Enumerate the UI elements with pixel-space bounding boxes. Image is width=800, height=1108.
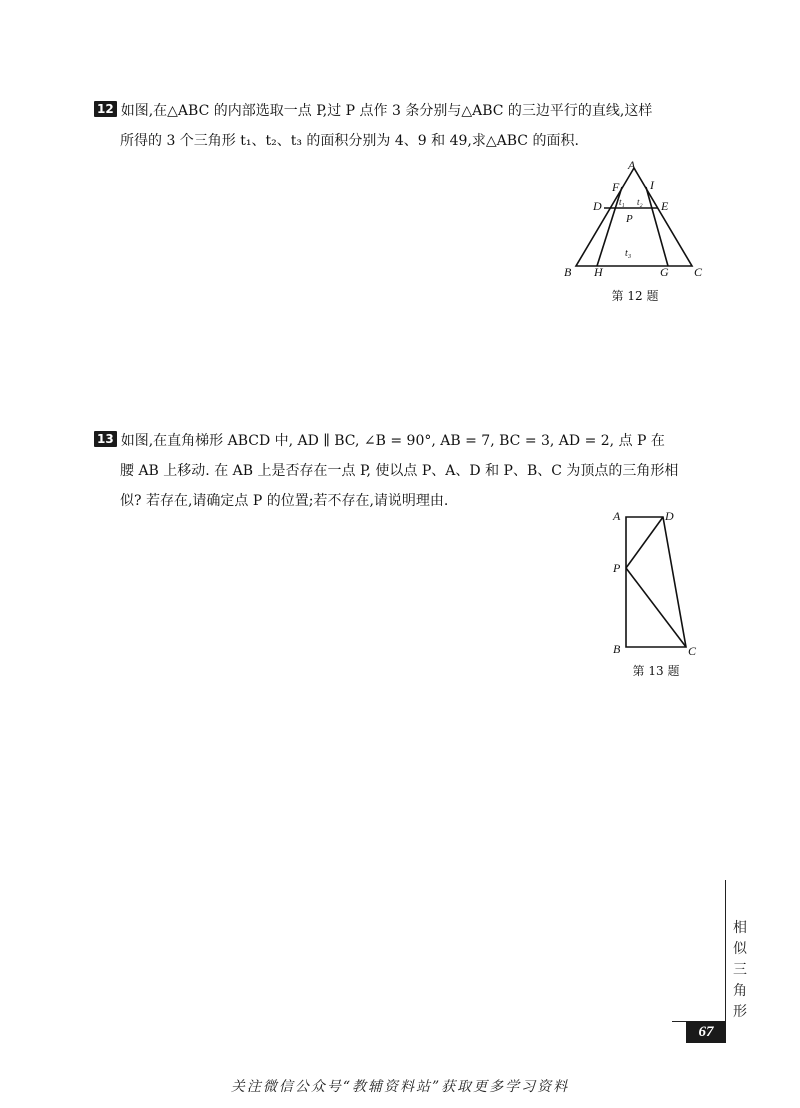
chapter-char: 似	[733, 941, 747, 957]
segment-pd	[626, 517, 663, 568]
chapter-char: 角	[733, 983, 747, 999]
problem-12-number: 12	[94, 101, 117, 117]
triangle-abc	[576, 168, 692, 266]
problem-13-text-3: 似? 若存在,请确定点 P 的位置;若不存在,请说明理由.	[120, 493, 449, 509]
problem-12	[94, 96, 726, 156]
problem-12-text-1: 如图,在△ABC 的内部选取一点 P,过 P 点作 3 条分别与△ABC 的三边平行的直线,这样	[120, 103, 653, 119]
label-g: G	[660, 265, 669, 279]
label-p: P	[626, 213, 633, 225]
label-d-13: D	[665, 509, 674, 523]
label-b-13: B	[613, 642, 621, 656]
label-f: F	[612, 180, 620, 194]
label-b: B	[564, 265, 572, 279]
label-t2: t₂	[637, 197, 643, 207]
page-number: 67	[686, 1021, 726, 1043]
figure-13-caption: 第 13 题	[632, 664, 680, 678]
problem-13-number: 13	[94, 431, 117, 447]
problem-12-line-1	[94, 96, 726, 126]
figure-12	[560, 160, 710, 288]
label-p-13: P	[613, 561, 621, 575]
problem-13-text-1: 如图,在直角梯形 ABCD 中, AD ∥ BC, ∠B = 90°, AB = 7, BC = 3, AD = 2, 点 P 在	[120, 433, 665, 449]
footer-notice: 关注微信公众号“教辅资料站”获取更多学习资料	[230, 1079, 570, 1095]
problem-13-line-1	[94, 426, 726, 456]
chapter-char: 形	[733, 1004, 747, 1020]
label-i: I	[650, 178, 654, 192]
problem-12-text-2: 所得的 3 个三角形 t₁、t₂、t₃ 的面积分别为 4、9 和 49,求△ABC 的面积.	[120, 133, 579, 149]
label-e: E	[661, 199, 669, 213]
chapter-char: 相	[733, 920, 747, 936]
segment-pc	[626, 568, 686, 647]
label-c: C	[694, 265, 703, 279]
figure-13-svg	[606, 505, 706, 663]
figure-13	[606, 505, 706, 667]
label-c-13: C	[688, 644, 697, 658]
problem-13	[94, 426, 726, 516]
chapter-char: 三	[733, 962, 747, 978]
trapezoid-abcd	[626, 517, 686, 647]
problem-13-text-2: 腰 AB 上移动. 在 AB 上是否存在一点 P, 使以点 P、A、D 和 P、B、C 为顶点的三角形相	[120, 463, 679, 479]
chapter-title	[733, 918, 747, 1023]
label-h: H	[594, 265, 603, 279]
label-t3: t₃	[625, 248, 632, 259]
label-a-13: A	[613, 509, 621, 523]
label-d: D	[593, 199, 602, 213]
sidebar-rule	[725, 880, 726, 1043]
figure-12-svg	[560, 160, 710, 284]
figure-12-caption: 第 12 题	[611, 289, 659, 303]
label-t1: t₁	[619, 197, 625, 207]
label-a: A	[628, 160, 636, 172]
